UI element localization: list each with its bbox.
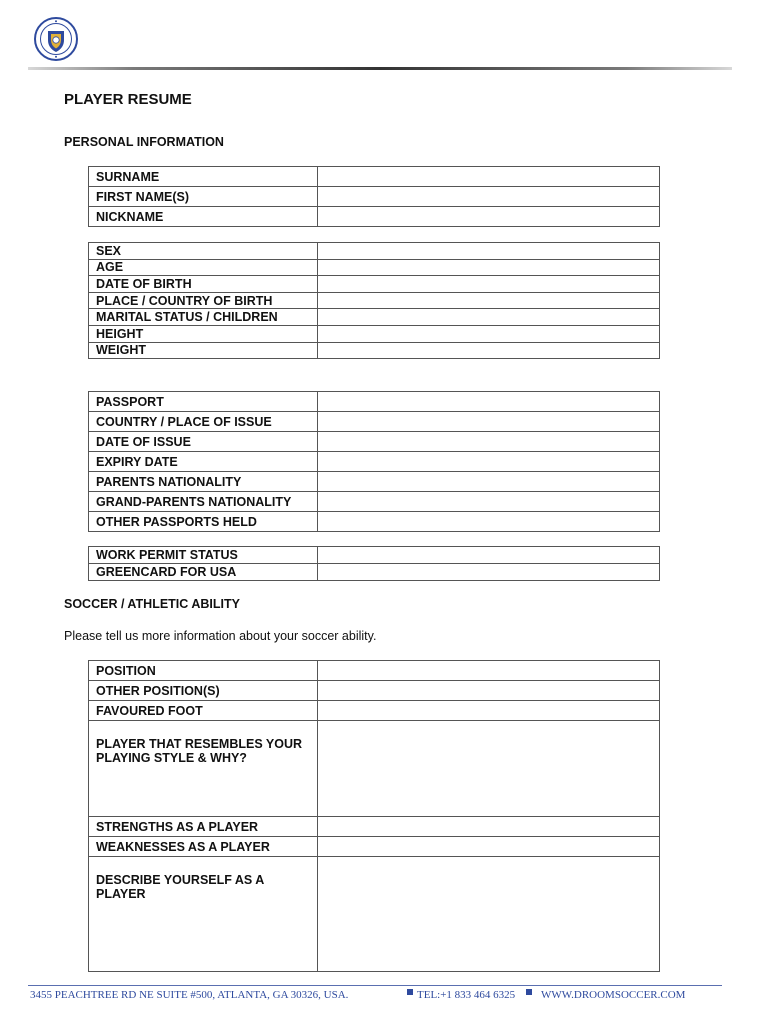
strengths-field[interactable]: [318, 817, 660, 837]
table-row: [89, 681, 660, 701]
table-row: [89, 167, 660, 187]
passport-label: PASSPORT: [89, 392, 318, 412]
marital-status-label: MARITAL STATUS / CHILDREN: [89, 309, 318, 326]
other-passports-field[interactable]: [318, 512, 660, 532]
date-of-birth-field[interactable]: [318, 276, 660, 293]
surname-field[interactable]: [318, 167, 660, 187]
names-table: [88, 166, 660, 227]
footer-phone: TEL:+1 833 464 6325: [417, 989, 516, 1001]
place-country-of-birth-field[interactable]: [318, 292, 660, 309]
table-row: [89, 564, 660, 581]
expiry-date-field[interactable]: [318, 452, 660, 472]
sex-label: SEX: [89, 243, 318, 260]
playing-style-field[interactable]: [318, 721, 660, 817]
favoured-foot-label: FAVOURED FOOT: [89, 701, 318, 721]
table-row: [89, 325, 660, 342]
passport-table: [88, 391, 660, 532]
table-row: [89, 452, 660, 472]
table-row: [89, 721, 660, 817]
permits-table: [88, 546, 660, 581]
place-of-issue-field[interactable]: [318, 412, 660, 432]
height-field[interactable]: [318, 325, 660, 342]
droom-soccer-logo: [34, 17, 78, 61]
grandparents-nationality-field[interactable]: [318, 492, 660, 512]
soccer-ability-heading: SOCCER / ATHLETIC ABILITY: [64, 597, 240, 611]
table-row: [89, 207, 660, 227]
table-row: [89, 392, 660, 412]
table-row: [89, 432, 660, 452]
height-label: HEIGHT: [89, 325, 318, 342]
table-row: [89, 837, 660, 857]
expiry-date-label: EXPIRY DATE: [89, 452, 318, 472]
details-table: [88, 242, 660, 359]
table-row: [89, 412, 660, 432]
table-row: [89, 309, 660, 326]
parents-nationality-field[interactable]: [318, 472, 660, 492]
date-of-birth-label: DATE OF BIRTH: [89, 276, 318, 293]
table-row: [89, 661, 660, 681]
weaknesses-label: WEAKNESSES AS A PLAYER: [89, 837, 318, 857]
work-permit-label: WORK PERMIT STATUS: [89, 547, 318, 564]
footer: [30, 989, 730, 1005]
describe-yourself-field[interactable]: [318, 857, 660, 972]
position-field[interactable]: [318, 661, 660, 681]
sex-field[interactable]: [318, 243, 660, 260]
marital-status-field[interactable]: [318, 309, 660, 326]
table-row: [89, 817, 660, 837]
table-row: [89, 187, 660, 207]
personal-info-heading: PERSONAL INFORMATION: [64, 135, 224, 149]
footer-address: 3455 PEACHTREE RD NE SUITE #500, ATLANTA, GA 30326, USA.: [30, 989, 349, 1001]
describe-yourself-label: DESCRIBE YOURSELF AS A PLAYER: [89, 857, 318, 972]
table-row: [89, 292, 660, 309]
weaknesses-field[interactable]: [318, 837, 660, 857]
nickname-label: NICKNAME: [89, 207, 318, 227]
age-label: AGE: [89, 259, 318, 276]
work-permit-field[interactable]: [318, 547, 660, 564]
table-row: [89, 701, 660, 721]
soccer-intro-text: Please tell us more information about your soccer ability.: [64, 629, 377, 643]
surname-label: SURNAME: [89, 167, 318, 187]
passport-field[interactable]: [318, 392, 660, 412]
table-row: [89, 342, 660, 359]
weight-label: WEIGHT: [89, 342, 318, 359]
other-positions-field[interactable]: [318, 681, 660, 701]
date-of-issue-field[interactable]: [318, 432, 660, 452]
nickname-field[interactable]: [318, 207, 660, 227]
footer-website[interactable]: WWW.DROOMSOCCER.COM: [541, 989, 686, 1001]
place-country-of-birth-label: PLACE / COUNTRY OF BIRTH: [89, 292, 318, 309]
table-row: [89, 857, 660, 972]
favoured-foot-field[interactable]: [318, 701, 660, 721]
header-divider: [28, 67, 732, 70]
playing-style-label: PLAYER THAT RESEMBLES YOUR PLAYING STYLE & WHY?: [89, 721, 318, 817]
strengths-label: STRENGTHS AS A PLAYER: [89, 817, 318, 837]
table-row: [89, 472, 660, 492]
other-passports-label: OTHER PASSPORTS HELD: [89, 512, 318, 532]
grandparents-nationality-label: GRAND-PARENTS NATIONALITY: [89, 492, 318, 512]
table-row: [89, 547, 660, 564]
table-row: [89, 243, 660, 260]
age-field[interactable]: [318, 259, 660, 276]
weight-field[interactable]: [318, 342, 660, 359]
greencard-label: GREENCARD FOR USA: [89, 564, 318, 581]
table-row: [89, 492, 660, 512]
table-row: [89, 512, 660, 532]
date-of-issue-label: DATE OF ISSUE: [89, 432, 318, 452]
page-title: PLAYER RESUME: [64, 91, 192, 108]
place-of-issue-label: COUNTRY / PLACE OF ISSUE: [89, 412, 318, 432]
first-names-field[interactable]: [318, 187, 660, 207]
table-row: [89, 276, 660, 293]
soccer-table: [88, 660, 660, 972]
greencard-field[interactable]: [318, 564, 660, 581]
parents-nationality-label: PARENTS NATIONALITY: [89, 472, 318, 492]
footer-divider: [28, 985, 722, 986]
first-names-label: FIRST NAME(S): [89, 187, 318, 207]
other-positions-label: OTHER POSITION(S): [89, 681, 318, 701]
position-label: POSITION: [89, 661, 318, 681]
table-row: [89, 259, 660, 276]
